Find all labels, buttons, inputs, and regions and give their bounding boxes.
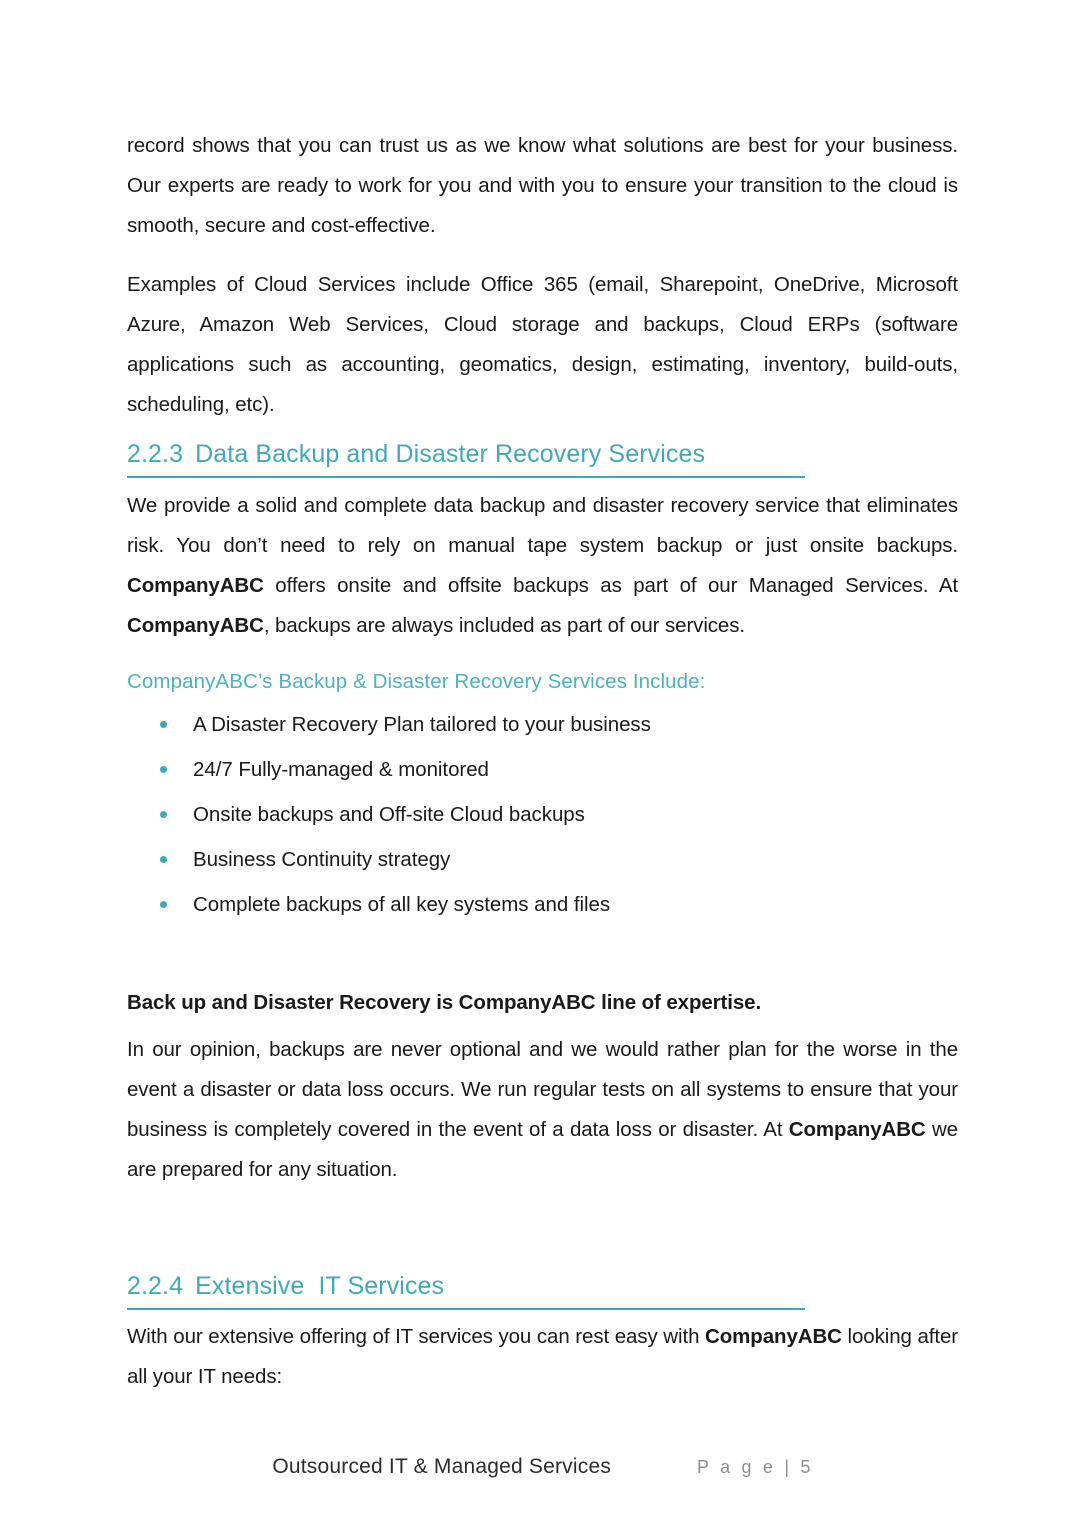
section-224-text-2: looking after all your IT needs: — [127, 1325, 958, 1388]
closing-text-1: In our opinion, backups are never optional and we would rather plan for the worse in the event a disaster or data loss occurs. We run regular tests on all systems to ensure that your business is completely covered in the event of a data loss or disaster. At — [127, 1038, 958, 1141]
list-item — [127, 837, 958, 882]
footer-page-number: P a g e | 5 — [697, 1457, 814, 1477]
heading-223-title: Data Backup and Disaster Recovery Services — [195, 440, 706, 468]
emphasis-line-block — [127, 983, 958, 1023]
heading-224-title: Extensive IT Services — [195, 1272, 445, 1300]
list-item — [127, 747, 958, 792]
list-item-label: Complete backups of all key systems and files — [193, 893, 611, 916]
section-223-heading-block — [127, 440, 958, 478]
paragraph-1: record shows that you can trust us as we know what solutions are best for your business. Our experts are ready to work for you and with you to ensure your transition to the cloud is smooth, secure and cost-effective. — [127, 134, 958, 237]
bullet-dot-icon — [160, 721, 167, 728]
emphasis-line: Back up and Disaster Recovery is CompanyABC line of expertise. — [127, 991, 762, 1014]
body-text-3: , backups are always included as part of our services. — [263, 614, 745, 637]
closing-text-2: we are prepared for any situation. — [127, 1118, 958, 1181]
list-item — [127, 702, 958, 747]
bullet-dot-icon — [160, 856, 167, 863]
section-224-body — [127, 1317, 958, 1397]
paragraph-block-2 — [127, 265, 958, 425]
list-lead-in: CompanyABC’s Backup & Disaster Recovery Services Include: — [127, 670, 706, 693]
bullet-dot-icon — [160, 766, 167, 773]
heading-224-number: 2.2.4 — [127, 1272, 184, 1300]
body-text-1: We provide a solid and complete data backup and disaster recovery service that eliminates risk. You don’t need to rely on manual tape system backup or just onsite backups. — [127, 494, 958, 557]
brand-companyabc-3: CompanyABC — [788, 1118, 926, 1141]
brand-companyabc-1: CompanyABC — [127, 574, 264, 597]
section-223-closing-block — [127, 1030, 958, 1190]
list-item-label: 24/7 Fully-managed & monitored — [193, 758, 489, 781]
heading-224 — [127, 1272, 805, 1310]
bullet-dot-icon — [160, 811, 167, 818]
list-item — [127, 792, 958, 837]
services-bullet-list-block — [127, 702, 958, 927]
section-224-heading-block — [127, 1272, 958, 1310]
brand-companyabc-4: CompanyABC — [705, 1325, 842, 1348]
list-item-label: A Disaster Recovery Plan tailored to your business — [193, 713, 651, 736]
brand-companyabc-2: CompanyABC — [127, 614, 264, 637]
body-text-2: offers onsite and offsite backups as part of our Managed Services. At — [263, 574, 958, 597]
bullet-dot-icon — [160, 901, 167, 908]
services-bullet-list — [127, 702, 958, 927]
section-224-text-1: With our extensive offering of IT services you can rest easy with — [127, 1325, 706, 1348]
heading-223-number: 2.2.3 — [127, 440, 184, 468]
heading-223 — [127, 440, 805, 478]
list-item — [127, 882, 958, 927]
section-223-body-block — [127, 486, 958, 646]
paragraph-2: Examples of Cloud Services include Office 365 (email, Sharepoint, OneDrive, Microsoft Azure, Amazon Web Services, Cloud storage and backups, Cloud ERPs (software applications such as accounting, geomatics, design, estimating, inventory, build-outs, scheduling, etc). — [127, 273, 958, 416]
list-item-label: Onsite backups and Off-site Cloud backups — [193, 803, 585, 826]
page-footer — [0, 1455, 1086, 1479]
section-224-body-block — [127, 1317, 958, 1397]
list-lead-in-block — [127, 667, 958, 697]
list-item-label: Business Continuity strategy — [193, 848, 451, 871]
section-223-closing — [127, 1030, 958, 1190]
footer-title: Outsourced IT & Managed Services — [272, 1455, 612, 1478]
section-223-body — [127, 486, 958, 646]
paragraph-block-1 — [127, 126, 958, 246]
